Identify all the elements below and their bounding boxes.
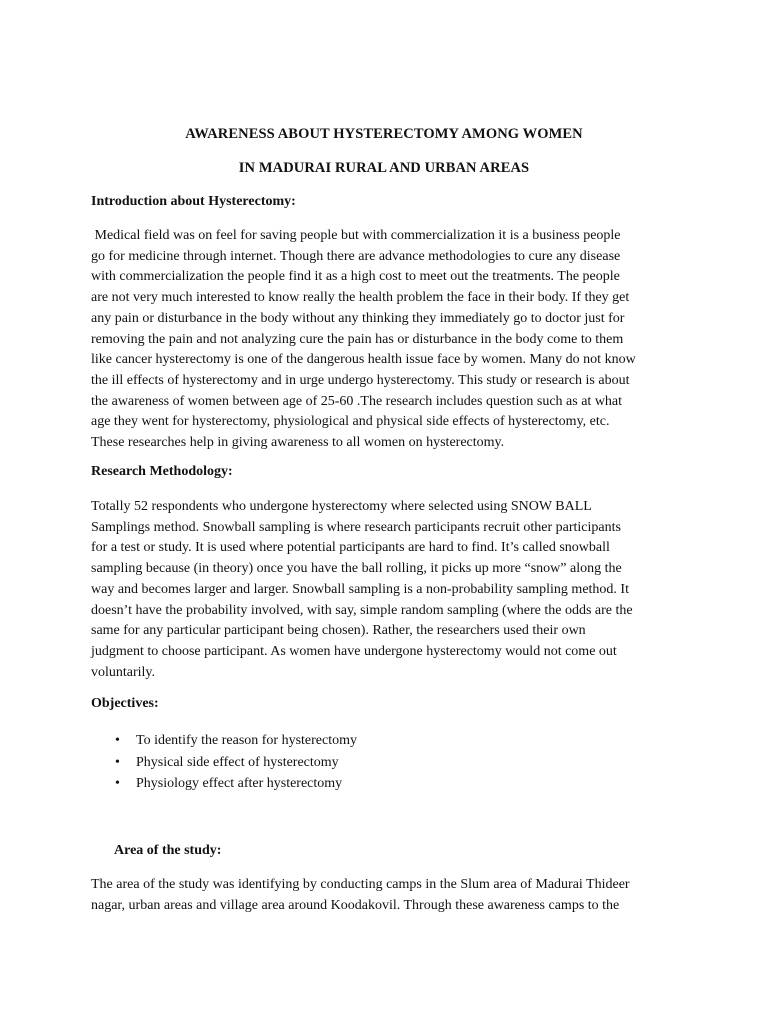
paragraph-line: with commercialization the people find it as a high cost to meet out the treatments. The people [91,269,620,285]
paragraph-line: same for any particular participant being chosen). Rather, the researchers used their own [91,623,586,639]
paragraph-line: the awareness of women between age of 25-60 .The research includes question such as at what [91,393,623,409]
paragraph-line: the ill effects of hysterectomy and in urge undergo hysterectomy. This study or research is about [91,372,630,388]
introduction-heading: Introduction about Hysterectomy: [91,194,296,209]
area-heading: Area of the study: [114,843,222,858]
paragraph-line: for a test or study. It is used where potential participants are hard to find. It’s called snowball [91,540,610,556]
methodology-paragraph [91,497,666,683]
paragraph-line: Samplings method. Snowball sampling is where research participants recruit other participants [91,519,621,535]
paragraph-line: Totally 52 respondents who undergone hysterectomy where selected using SNOW BALL [91,499,592,514]
objectives-list [91,730,357,795]
bullet-icon: • [115,733,120,748]
paragraph-line: Medical field was on feel for saving people but with commercialization it is a business people [91,228,621,243]
list-item [91,730,357,752]
list-item [91,773,357,795]
list-item [91,752,357,774]
paragraph-line: like cancer hysterectomy is one of the dangerous health issue face by women. Many do not know [91,352,636,368]
bullet-icon: • [115,754,120,770]
introduction-paragraph [91,226,666,454]
paragraph-line: These researches help in giving awareness to all women on hysterectomy. [91,435,505,451]
paragraph-line: sampling because (in theory) once you have the ball rolling, it picks up more “snow” along the [91,561,622,577]
list-item-text: To identify the reason for hysterectomy [136,733,358,748]
area-paragraph [91,875,666,916]
document-title-line-1: AWARENESS ABOUT HYSTERECTOMY AMONG WOMEN [185,126,583,142]
list-item-text: Physiology effect after hysterectomy [136,776,343,791]
paragraph-line: age they went for hysterectomy, physiological and physical side effects of hysterectomy, etc. [91,414,610,430]
paragraph-line: voluntarily. [91,664,156,680]
paragraph-line: are not very much interested to know really the health problem the face in their body. If they get [91,290,630,306]
paragraph-line: go for medicine through internet. Though there are advance methodologies to cure any disease [91,248,621,264]
paragraph-line: judgment to choose participant. As women have undergone hysterectomy would not come out [91,643,617,659]
paragraph-line: doesn’t have the probability involved, with say, simple random sampling (where the odds are the [91,602,633,618]
paragraph-line: nagar, urban areas and village area around Koodakovil. Through these awareness camps to the [91,897,620,913]
document-title-line-2: IN MADURAI RURAL AND URBAN AREAS [238,160,530,176]
bullet-icon: • [115,776,120,791]
list-item-text: Physical side effect of hysterectomy [136,754,339,770]
methodology-heading: Research Methodology: [91,464,233,479]
paragraph-line: any pain or disturbance in the body without any thinking they immediately go to doctor just for [91,310,625,326]
paragraph-line: removing the pain and not analyzing cure the pain has or disturbance in the body come to them [91,331,624,347]
objectives-heading: Objectives: [91,696,159,711]
paragraph-line: way and becomes larger and larger. Snowball sampling is a non-probability sampling method. It [91,581,629,597]
paragraph-line: The area of the study was identifying by conducting camps in the Slum area of Madurai Thideer [91,877,630,892]
